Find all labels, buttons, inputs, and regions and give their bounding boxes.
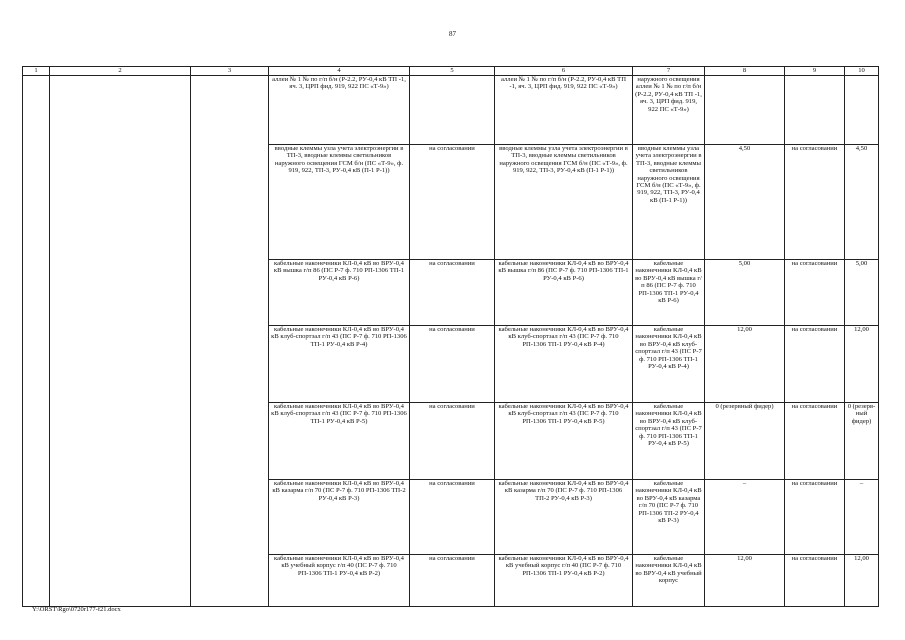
cell-object: кабельные наконечники КЛ-0,4 кВ во ВРУ-0,4 кВ казарма г/п 70 (ПС Р-7 ф. 710 РП-1306 ТП-2 РУ-0,4 кВ Р-3)	[633, 480, 705, 555]
cell-power-2: 12,00	[845, 326, 879, 403]
column-header-row	[23, 67, 879, 76]
cell-power: 0 (резервный фидер)	[705, 403, 785, 480]
cell-power: 4,50	[705, 145, 785, 260]
cell-connection-point: кабельные наконечники КЛ-0,4 кВ во ВРУ-0,4 кВ учебный корпус г/п 40 (ПС Р-7 ф. 710 РП-1306 ТП-1 РУ-0,4 кВ Р-2)	[269, 555, 410, 607]
cell-status-2: на согласовании	[785, 480, 845, 555]
cell-object: вводные клеммы узла учета электроэнергии в ТП-3, вводные клеммы светильников наружного освещения ГСМ б/н (ПС «Т-9», ф. 919, 922, ТП-3, РУ-0,4 кВ (П-1 Р-1))	[633, 145, 705, 260]
cell-status-2	[785, 76, 845, 145]
cell-status: на согласовании	[410, 403, 495, 480]
cell-object: кабельные наконечники КЛ-0,4 кВ во ВРУ-0,4 кВ клуб-спортзал г/п 43 (ПС Р-7 ф. 710 РП-1306 ТП-1 РУ-0,4 кВ Р-4)	[633, 326, 705, 403]
column-header: 3	[191, 67, 269, 76]
footer-file-path: Y:\ORST\Rgo\0720r177-f21.docx	[32, 606, 121, 613]
cell-connection-point-2: кабельные наконечники КЛ-0,4 кВ во ВРУ-0,4 кВ клуб-спортзал г/п 43 (ПС Р-7 ф. 710 РП-1306 ТП-1 РУ-0,4 кВ Р-5)	[495, 403, 633, 480]
column-header: 8	[705, 67, 785, 76]
cell-object: кабельные наконечники КЛ-0,4 кВ во ВРУ-0,4 кВ учебный корпус	[633, 555, 705, 607]
cell-status: на согласовании	[410, 480, 495, 555]
cell-status	[410, 76, 495, 145]
column-header: 9	[785, 67, 845, 76]
cell-connection-point: кабельные наконечники КЛ-0,4 кВ во ВРУ-0,4 кВ клуб-спортзал г/п 43 (ПС Р-7 ф. 710 РП-1306 ТП-1 РУ-0,4 кВ Р-4)	[269, 326, 410, 403]
cell-status-2: на согласовании	[785, 555, 845, 607]
cell-status-2: на согласовании	[785, 326, 845, 403]
cell-connection-point-2: кабельные наконечники КЛ-0,4 кВ во ВРУ-0,4 кВ учебный корпус г/п 40 (ПС Р-7 ф. 710 РП-1306 ТП-1 РУ-0,4 кВ Р-2)	[495, 555, 633, 607]
column-header: 1	[23, 67, 50, 76]
cell-status-2: на согласовании	[785, 403, 845, 480]
cell-status-2: на согласовании	[785, 145, 845, 260]
cell-power: 5,00	[705, 260, 785, 326]
cell-power: 12,00	[705, 326, 785, 403]
cell-col2	[50, 76, 191, 607]
cell-object: кабельные наконечники КЛ-0,4 кВ во ВРУ-0,4 кВ клуб-спортзал г/п 43 (ПС Р-7 ф. 710 РП-1306 ТП-1 РУ-0,4 кВ Р-5)	[633, 403, 705, 480]
cell-power-2: 0 (резерв-ный фидер)	[845, 403, 879, 480]
cell-power-2: –	[845, 480, 879, 555]
column-header: 7	[633, 67, 705, 76]
cell-connection-point-2: вводные клеммы узла учета электроэнергии в ТП-3, вводные клеммы светильников наружного освещения ГСМ б/н (ПС «Т-9», ф. 919, 922, ТП-3, РУ-0,4 кВ (П-1 Р-1))	[495, 145, 633, 260]
cell-connection-point-2: аллеи № 1 № по г/п б/н (Р-2.2, РУ-0,4 кВ ТП -1, яч. 3, ЦРП фид. 919, 922 ПС «Т-9»)	[495, 76, 633, 145]
column-header: 5	[410, 67, 495, 76]
cell-col3	[191, 76, 269, 607]
column-header: 6	[495, 67, 633, 76]
cell-connection-point: вводные клеммы узла учета электроэнергии в ТП-3, вводные клеммы светильников наружного освещения ГСМ б/н (ПС «Т-9», ф. 919, 922, ТП-3, РУ-0,4 кВ (П-1 Р-1))	[269, 145, 410, 260]
cell-connection-point-2: кабельные наконечники КЛ-0,4 кВ во ВРУ-0,4 кВ вышка г/п 86 (ПС Р-7 ф. 710 РП-1306 ТП-1 РУ-0,4 кВ Р-6)	[495, 260, 633, 326]
cell-status: на согласовании	[410, 145, 495, 260]
table-row	[23, 76, 879, 145]
column-header: 2	[50, 67, 191, 76]
cell-status: на согласовании	[410, 260, 495, 326]
cell-power-2: 5,00	[845, 260, 879, 326]
cell-connection-point-2: кабельные наконечники КЛ-0,4 кВ во ВРУ-0,4 кВ клуб-спортзал г/п 43 (ПС Р-7 ф. 710 РП-1306 ТП-1 РУ-0,4 кВ Р-4)	[495, 326, 633, 403]
cell-status: на согласовании	[410, 555, 495, 607]
cell-object: кабельные наконечники КЛ-0,4 кВ во ВРУ-0,4 кВ вышка г/п 86 (ПС Р-7 ф. 710 РП-1306 ТП-1 РУ-0,4 кВ Р-6)	[633, 260, 705, 326]
document-table	[22, 66, 879, 607]
cell-connection-point: кабельные наконечники КЛ-0,4 кВ во ВРУ-0,4 кВ клуб-спортзал г/п 43 (ПС Р-7 ф. 710 РП-1306 ТП-1 РУ-0,4 кВ Р-5)	[269, 403, 410, 480]
cell-power: 12,00	[705, 555, 785, 607]
cell-connection-point: кабельные наконечники КЛ-0,4 кВ во ВРУ-0,4 кВ вышка г/п 86 (ПС Р-7 ф. 710 РП-1306 ТП-1 РУ-0,4 кВ Р-6)	[269, 260, 410, 326]
cell-power-2	[845, 76, 879, 145]
column-header: 10	[845, 67, 879, 76]
column-header: 4	[269, 67, 410, 76]
cell-connection-point: кабельные наконечники КЛ-0,4 кВ во ВРУ-0,4 кВ казарма г/п 70 (ПС Р-7 ф. 710 РП-1306 ТП-2 РУ-0,4 кВ Р-3)	[269, 480, 410, 555]
cell-col1	[23, 76, 50, 607]
cell-status: на согласовании	[410, 326, 495, 403]
cell-power-2: 4,50	[845, 145, 879, 260]
page-number: 87	[449, 30, 456, 38]
cell-power	[705, 76, 785, 145]
cell-power-2: 12,00	[845, 555, 879, 607]
cell-status-2: на согласовании	[785, 260, 845, 326]
cell-connection-point: аллеи № 1 № по г/п б/н (Р-2.2, РУ-0,4 кВ ТП -1, яч. 3, ЦРП фид. 919, 922 ПС «Т-9»)	[269, 76, 410, 145]
cell-object: наружного освещения аллеи № 1 № по г/п б/н (Р-2.2, РУ-0,4 кВ ТП -1, яч. 3, ЦРП фид. 919, 922 ПС «Т-9»)	[633, 76, 705, 145]
cell-power: –	[705, 480, 785, 555]
cell-connection-point-2: кабельные наконечники КЛ-0,4 кВ во ВРУ-0,4 кВ казарма г/п 70 (ПС Р-7 ф. 710 РП-1306 ТП-2 РУ-0,4 кВ Р-3)	[495, 480, 633, 555]
